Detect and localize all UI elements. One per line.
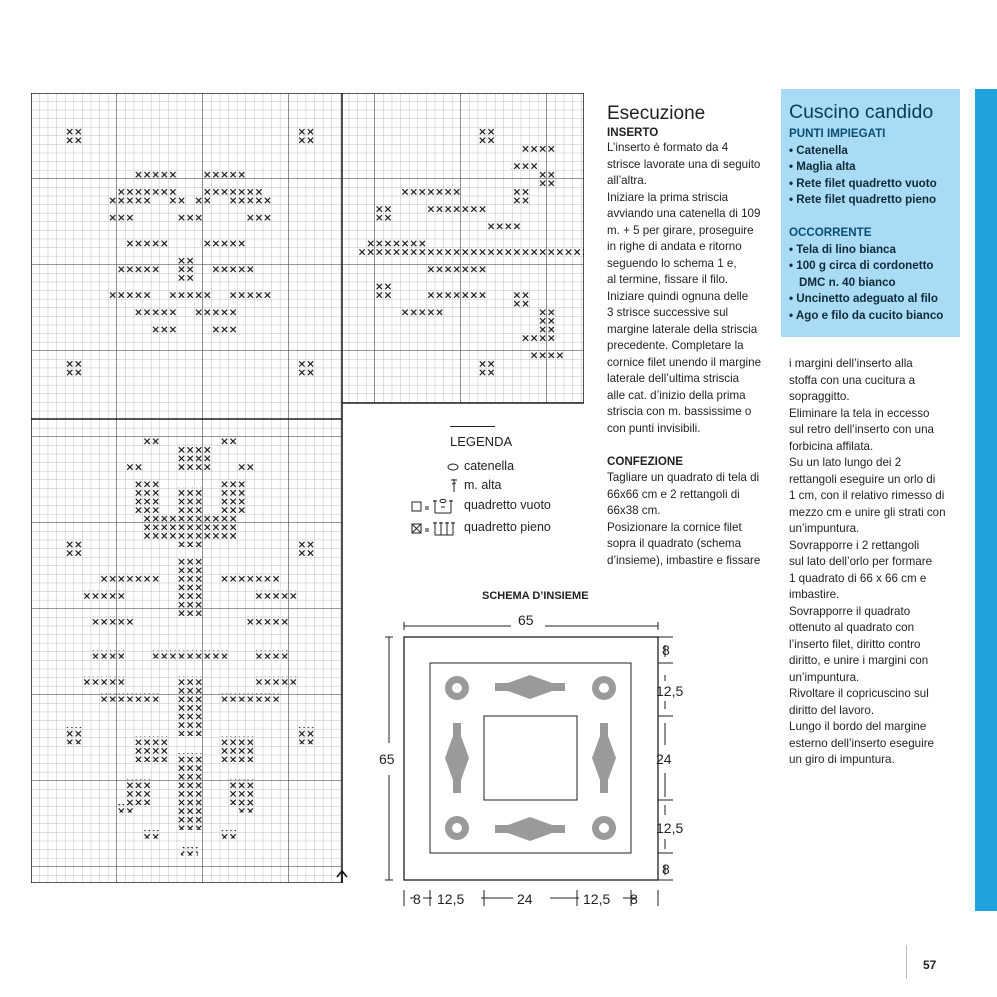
overview-bottom-label: 8 (413, 891, 421, 907)
assembly-text: Tagliare un quadrato di tela di 66x66 cm e 2 rettangoli di 66x38 cm. Posizionare la cornice filet sopra il quadrato (schema d’insieme), imbastire e fissare (607, 471, 761, 567)
overview-right-label: 24 (656, 751, 672, 767)
overview-right-label: 8 (662, 861, 670, 877)
overview-right-label: 8 (662, 642, 670, 658)
overview-right-label: 12,5 (656, 683, 684, 699)
stitch-item: • Maglia alta (789, 160, 856, 174)
open-mesh-icon (411, 497, 461, 515)
material-item: • Ago e filo da cucito bianco (789, 308, 944, 322)
overview-motifs (445, 675, 616, 841)
material-item: • 100 g circa di cordonetto (789, 259, 934, 273)
insert-heading: INSERTO (607, 126, 659, 139)
page-number: 57 (923, 958, 937, 972)
overview-bottom-label: 12,5 (437, 891, 465, 907)
legend-item-filled-mesh: quadretto pieno (464, 520, 551, 534)
info-title: Cuscino candido (789, 101, 934, 123)
legend-title: LEGENDA (450, 434, 513, 449)
material-item: • Tela di lino bianca (789, 242, 896, 256)
execution-section (607, 103, 761, 569)
footer-divider (906, 945, 907, 979)
assembly-heading: CONFEZIONE (607, 455, 684, 468)
stitch-item: • Rete filet quadretto pieno (789, 193, 937, 207)
info-box (781, 89, 960, 337)
overview-bottom-label: 8 (630, 891, 638, 907)
overview-top-label: 65 (518, 612, 534, 628)
execution-title: Esecuzione (607, 103, 706, 124)
legend-item-open-mesh: quadretto vuoto (464, 498, 551, 512)
stitch-item: • Rete filet quadretto vuoto (789, 176, 937, 190)
material-item: • Uncinetto adeguato al filo (789, 292, 938, 306)
filled-mesh-icon (411, 519, 461, 537)
insert-text: L’inserto è formato da 4 strisce lavorate una di seguito all’altra. Iniziare la prima striscia avviando una catenella di 109 m. + 5 per girare, proseguire in righe di andata e ritorno seguendo lo schema 1 e, al termine, fissare il filo. Iniziare quindi ognuna delle 3 strisce successive sul margine laterale della striscia precedente. Completare la cornice filet unendo il margine laterale dell’ultima striscia alle cat. d’inizio della prima striscia con m. bassissime o con punti invisibili. (607, 141, 762, 435)
materials-heading: OCCORRENTE (789, 225, 872, 239)
assembly-text-continued: i margini dell’inserto alla stoffa con una cucitura a sopraggitto. Eliminare la tela in eccesso sul retro dell’inserto con una forbicina affilata. Su un lato lungo dei 2 rettangoli eseguire un orlo di 1 cm, con il relativo rimesso di mezzo cm e unire gli strati con un’impuntura. Sovrapporre i 2 rettangoli sul lato dell’orlo per formare 1 quadrato di 66 x 66 cm e imbastire. Sovrapporre il quadrato ottenuto al quadrato con l’inserto filet, diritto contro diritto, e unire i margini con un’impuntura. Rivoltare il copricuscino sul diritto del lavoro. Lungo il bordo del margine esterno dell’inserto eseguire un giro di impuntura. (789, 357, 946, 766)
side-accent-bar (975, 89, 997, 911)
overview-bottom-label: 24 (517, 891, 533, 907)
chain-icon (447, 462, 461, 472)
overview-right-label: 12,5 (656, 820, 684, 836)
overview-title: SCHEMA D’INSIEME (482, 590, 589, 602)
overview-bottom-label: 12,5 (583, 891, 611, 907)
double-crochet-icon (449, 477, 459, 493)
legend (405, 420, 585, 550)
stitch-item: • Catenella (789, 143, 848, 157)
overview-left-label: 65 (379, 751, 395, 767)
stitches-heading: PUNTI IMPIEGATI (789, 127, 886, 140)
legend-item-chain: catenella (464, 459, 515, 473)
material-item: DMC n. 40 bianco (799, 275, 896, 289)
legend-item-double-crochet: m. alta (464, 478, 502, 492)
